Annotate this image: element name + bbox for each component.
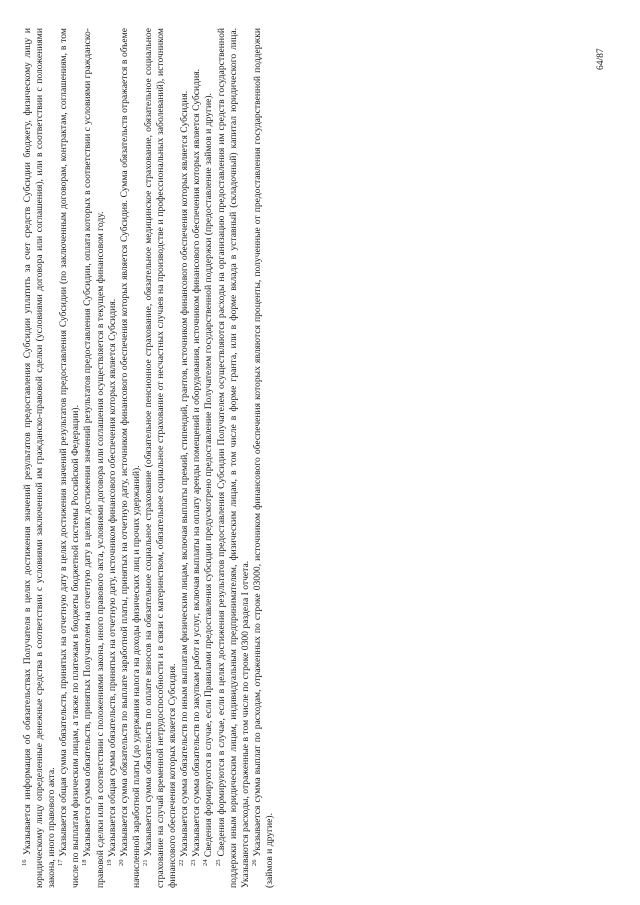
footnote-number: 23	[190, 859, 198, 866]
footnote	[191, 28, 203, 888]
footnote-text: Указывается общая сумма обязательств, принятых на отчетную дату, источником финансового обеспечения которых является Субсидия.	[106, 298, 118, 858]
footnote	[179, 28, 191, 888]
footnote-number: 20	[117, 859, 125, 866]
footnote	[82, 28, 106, 888]
footnote-number: 26	[250, 859, 258, 866]
footnote-text: Указывается сумма обязательств по оплате взносов на обязательное социальное страхование (обязательное пенсионное страхование, обязательное медицинское страхование, обязательное социальное страхование на случай временной нетрудоспособности и в связи с материнством, обязательное социальное страхование от несчастных случаев на производстве и профессиональных заболеваний), источником финансового обеспечения которых является Субсидия.	[142, 28, 179, 888]
footnote-text: Указывается сумма обязательств, принятых Получателем на отчетную дату в целях достижения значений результатов предоставления Субсидии, оплата которых в соответствии с условиями гражданско-правовой сделки или в соответствии с положениями закона, иного правового акта, условиями договора или соглашения осуществляется в текущем финансовом году.	[82, 28, 106, 888]
footnote-text: Указывается общая сумма обязательств, принятых на отчетную дату в целях достижения значений результатов предоставления Субсидии (по заключенным договорам, контрактам, соглашениям, в том числе по выплатам физическим лицам, а также по платежам в бюджеты бюджетной системы Российской Федерации).	[58, 28, 82, 888]
footnote-text: Указывается сумма обязательств по выплате заработной платы, принятых на отчетную дату, источником финансового обеспечения которых является Субсидия. Сумма обязательств отражается в объеме начисленной заработной платы (до удержания налога на доходы физических лиц и прочих удержаний).	[118, 28, 142, 888]
footnote	[22, 28, 58, 888]
footnote-text: Указывается сумма выплат по расходам, отраженных по строке 03000, источником финансового обеспечения которых являются проценты, полученные от предоставления государственной поддержки (займов и другие).	[251, 28, 275, 888]
footnote	[107, 28, 119, 888]
footnote	[119, 28, 143, 888]
footnote-number: 25	[214, 859, 222, 866]
footnotes-block	[22, 28, 452, 888]
footnote	[216, 28, 252, 888]
footnote	[58, 28, 82, 888]
footnote-number: 19	[105, 859, 113, 866]
footnote	[203, 28, 215, 888]
footnote-text: Сведения формируются в случае, если Правилами предоставления субсидии предусмотрено предоставление Получателем государственной поддержки (предоставление займов и другие).	[203, 93, 215, 858]
footnote-number: 21	[141, 859, 149, 866]
footnote-number: 16	[20, 859, 28, 866]
footnote-number: 24	[202, 859, 210, 866]
footnote-number: 18	[81, 859, 89, 866]
footnote-text: Указывается информация об обязательствах Получателя в целях достижения значений результатов предоставления Субсидии уплатить за счет средств Субсидии бюджету, физическому лицу и юридическому лицу определенные денежные средства в соответствии с условиями заключенной им гражданско-правовой сделки (условиями договора или соглашения), или в соответствии с положениями закона, иного правового акта.	[22, 28, 58, 888]
footnote-text: Сведения формируются в случае, если в целях достижения результатов предоставления Субсидии Получателем осуществляются расходы на организацию предоставления им средств государственной поддержки иным юридическим лицам, индивидуальным предпринимателям, физическим лицам, в том числе в форме гранта, или в форме вклада в уставный (складочный) капитал юридического лица. Указываются расходы, отраженные в том числе по строке 0300 раздела I отчета.	[215, 28, 251, 888]
footnote	[252, 28, 276, 888]
footnote-text: Указывается сумма обязательств по иным выплатам физическим лицам, включая выплаты премий, стипендий, грантов, источником финансового обеспечения которых является Субсидия.	[179, 90, 191, 858]
footnote-text: Указывается сумма обязательств по закупкам работ и услуг, включая выплаты на оплату аренды помещений и оборудования, источником финансового обеспечения которых является Субсидия.	[191, 68, 203, 858]
page-number: 64/87	[596, 48, 606, 70]
footnote	[143, 28, 179, 888]
footnote-number: 17	[57, 859, 65, 866]
footnote-number: 22	[178, 859, 186, 866]
